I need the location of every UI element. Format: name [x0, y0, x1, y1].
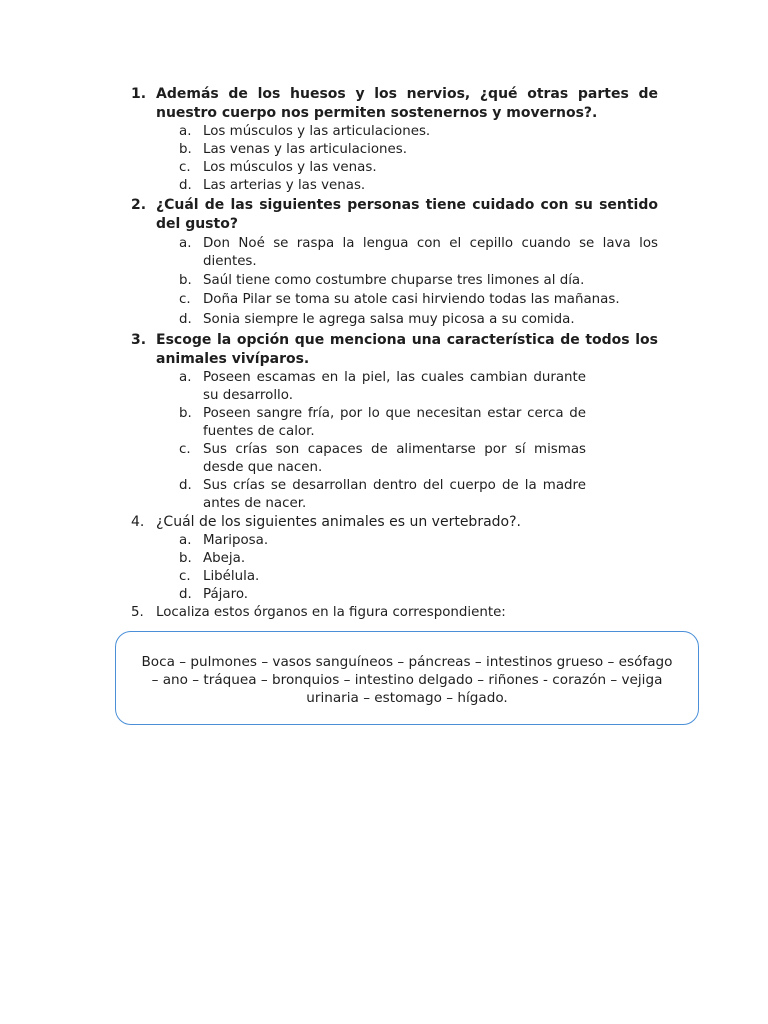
- option-letter: a.: [179, 124, 192, 139]
- option-text: Libélula.: [203, 569, 260, 584]
- option-a: [179, 532, 658, 550]
- option-c: [179, 291, 658, 309]
- question-text: Además de los huesos y los nervios, ¿qué otras partes de nuestro cuerpo nos permiten sostenernos y movernos?.: [156, 86, 658, 121]
- option-text: Las venas y las articulaciones.: [203, 142, 408, 157]
- option-c: [179, 441, 586, 477]
- option-text: Sus crías se desarrollan dentro del cuerpo de la madre antes de nacer.: [203, 478, 586, 511]
- option-text: Abeja.: [203, 551, 246, 566]
- option-letter: b.: [179, 273, 192, 288]
- option-b: [179, 550, 658, 568]
- option-letter: d.: [179, 178, 192, 193]
- option-letter: d.: [179, 478, 192, 493]
- question-3: [131, 331, 658, 513]
- question-text: Localiza estos órganos en la figura correspondiente:: [156, 605, 506, 620]
- option-letter: c.: [179, 292, 191, 307]
- option-d: [179, 177, 658, 195]
- question-text: ¿Cuál de los siguientes animales es un vertebrado?.: [156, 514, 521, 530]
- option-text: Poseen escamas en la piel, las cuales cambian durante su desarrollo.: [203, 370, 586, 403]
- question-text: Escoge la opción que menciona una característica de todos los animales vivíparos.: [156, 332, 658, 367]
- option-d: [179, 477, 586, 513]
- question-5: [131, 603, 658, 622]
- option-text: Los músculos y las venas.: [203, 160, 377, 175]
- organ-list-box: [115, 631, 699, 725]
- question-number: 2.: [131, 197, 147, 213]
- option-letter: d.: [179, 587, 192, 602]
- option-text: Sonia siempre le agrega salsa muy picosa a su comida.: [203, 312, 575, 327]
- option-text: Las arterias y las venas.: [203, 178, 366, 193]
- option-letter: c.: [179, 160, 191, 175]
- option-a: [179, 123, 658, 141]
- option-letter: c.: [179, 569, 191, 584]
- option-text: Doña Pilar se toma su atole casi hirviendo todas las mañanas.: [203, 292, 620, 307]
- option-letter: b.: [179, 142, 192, 157]
- option-text: Saúl tiene como costumbre chuparse tres limones al día.: [203, 273, 585, 288]
- option-d: [179, 311, 658, 329]
- question-text: ¿Cuál de las siguientes personas tiene cuidado con su sentido del gusto?: [156, 197, 658, 232]
- option-letter: a.: [179, 236, 192, 251]
- option-c: [179, 568, 658, 586]
- option-letter: c.: [179, 442, 191, 457]
- option-text: Pájaro.: [203, 587, 249, 602]
- question-number: 4.: [131, 514, 145, 530]
- option-text: Sus crías son capaces de alimentarse por sí mismas desde que nacen.: [203, 442, 586, 475]
- question-number: 3.: [131, 332, 147, 348]
- option-text: Poseen sangre fría, por lo que necesitan estar cerca de fuentes de calor.: [203, 406, 586, 439]
- option-text: Los músculos y las articulaciones.: [203, 124, 431, 139]
- question-number: 1.: [131, 86, 147, 102]
- option-letter: a.: [179, 370, 192, 385]
- organ-list-text: Boca – pulmones – vasos sanguíneos – páncreas – intestinos grueso – esófago – ano – tráquea – bronquios – intestino delgado – riñones - corazón – vejiga urinaria – estomago – hígado.: [141, 654, 673, 706]
- option-b: [179, 405, 586, 441]
- option-letter: a.: [179, 533, 192, 548]
- option-b: [179, 272, 658, 290]
- question-2: [131, 196, 658, 329]
- option-b: [179, 141, 658, 159]
- option-text: Don Noé se raspa la lengua con el cepillo cuando se lava los dientes.: [203, 236, 658, 269]
- option-d: [179, 586, 658, 604]
- option-text: Mariposa.: [203, 533, 269, 548]
- option-letter: b.: [179, 406, 192, 421]
- option-letter: d.: [179, 312, 192, 327]
- option-a: [179, 369, 586, 405]
- question-number: 5.: [131, 605, 144, 620]
- question-1: [131, 85, 658, 195]
- question-4: [131, 513, 658, 604]
- option-a: [179, 235, 658, 271]
- option-c: [179, 159, 658, 177]
- option-letter: b.: [179, 551, 192, 566]
